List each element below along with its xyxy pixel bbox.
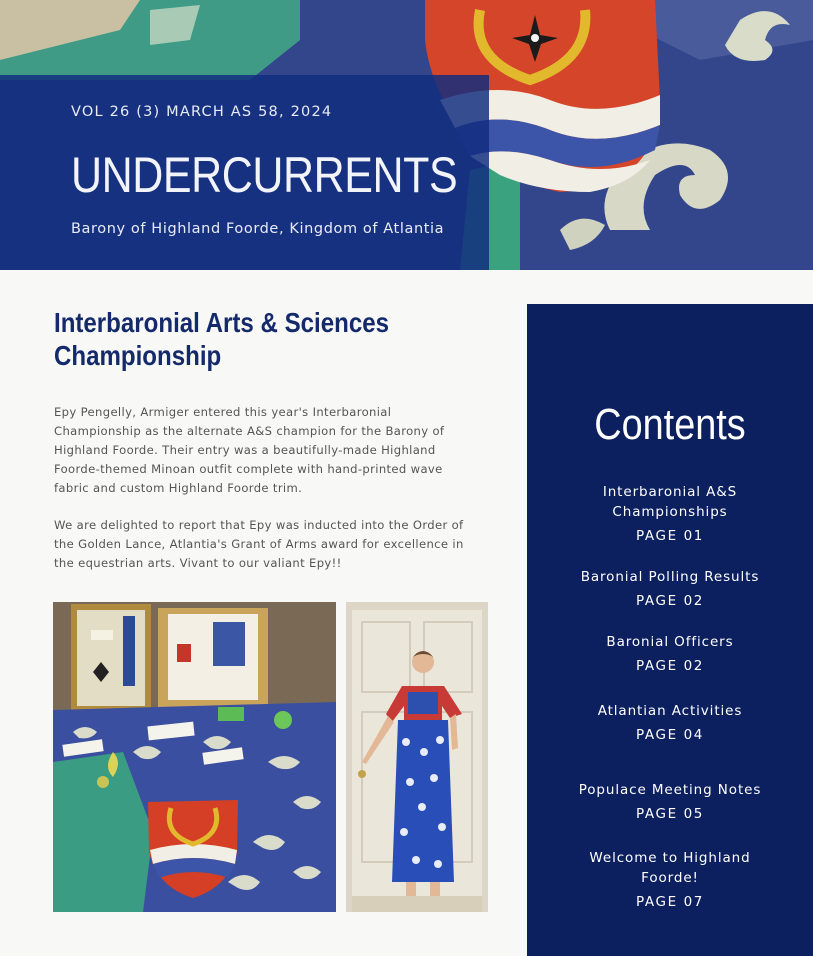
toc-item-title: Championships — [612, 504, 728, 520]
toc-item-page: PAGE 02 — [636, 658, 704, 674]
toc-item-page: PAGE 02 — [636, 593, 704, 609]
toc-item-title: Welcome to Highland — [589, 850, 751, 866]
toc-item[interactable] — [527, 632, 813, 674]
contents-heading: Contents — [594, 400, 746, 449]
toc-item[interactable] — [527, 780, 813, 822]
newsletter-subtitle: Barony of Highland Foorde, Kingdom of Atlantia — [71, 221, 445, 237]
issue-volume: VOL 26 (3) MARCH AS 58, 2024 — [71, 104, 333, 120]
paragraph-line: fabric and custom Highland Foorde trim. — [54, 481, 303, 495]
paragraph-line: Foorde-themed Minoan outfit complete with hand-printed wave — [54, 462, 443, 476]
toc-item-title: Baronial Polling Results — [580, 569, 760, 585]
toc-item[interactable] — [527, 482, 813, 544]
toc-item-title: Foorde! — [641, 870, 699, 886]
toc-item-page: PAGE 07 — [636, 894, 704, 910]
toc-item-title: Populace Meeting Notes — [578, 782, 762, 798]
display-table-photo — [53, 602, 336, 912]
toc-item-page: PAGE 05 — [636, 806, 704, 822]
paragraph-line: Highland Foorde. Their entry was a beautifully-made Highland — [54, 443, 436, 457]
article-heading-line: Interbaronial Arts & Sciences — [54, 307, 390, 338]
article-paragraph-1 — [54, 403, 484, 498]
toc-item[interactable] — [527, 701, 813, 743]
paragraph-line: the equestrian arts. Vivant to our valiant Epy!! — [54, 556, 342, 570]
toc-item-page: PAGE 04 — [636, 727, 704, 743]
article-heading-line: Championship — [54, 340, 222, 371]
paragraph-line: We are delighted to report that Epy was inducted into the Order of — [54, 518, 464, 532]
newsletter-title: UNDERCURRENTS — [71, 147, 458, 203]
paragraph-line: the Golden Lance, Atlantia's Grant of Arms award for excellence in — [54, 537, 464, 551]
toc-item-title: Atlantian Activities — [597, 703, 743, 719]
toc-item[interactable] — [527, 567, 813, 609]
article-paragraph-2 — [54, 516, 484, 573]
minoan-outfit-photo — [346, 602, 488, 912]
toc-item-title: Baronial Officers — [606, 634, 734, 650]
toc-item-page: PAGE 01 — [636, 528, 704, 544]
article-heading — [54, 306, 415, 372]
paragraph-line: Epy Pengelly, Armiger entered this year's Interbaronial — [54, 405, 392, 419]
toc-item[interactable] — [527, 848, 813, 910]
toc-item-title: Interbaronial A&S — [602, 484, 738, 500]
paragraph-line: Championship as the alternate A&S champion for the Barony of — [54, 424, 445, 438]
